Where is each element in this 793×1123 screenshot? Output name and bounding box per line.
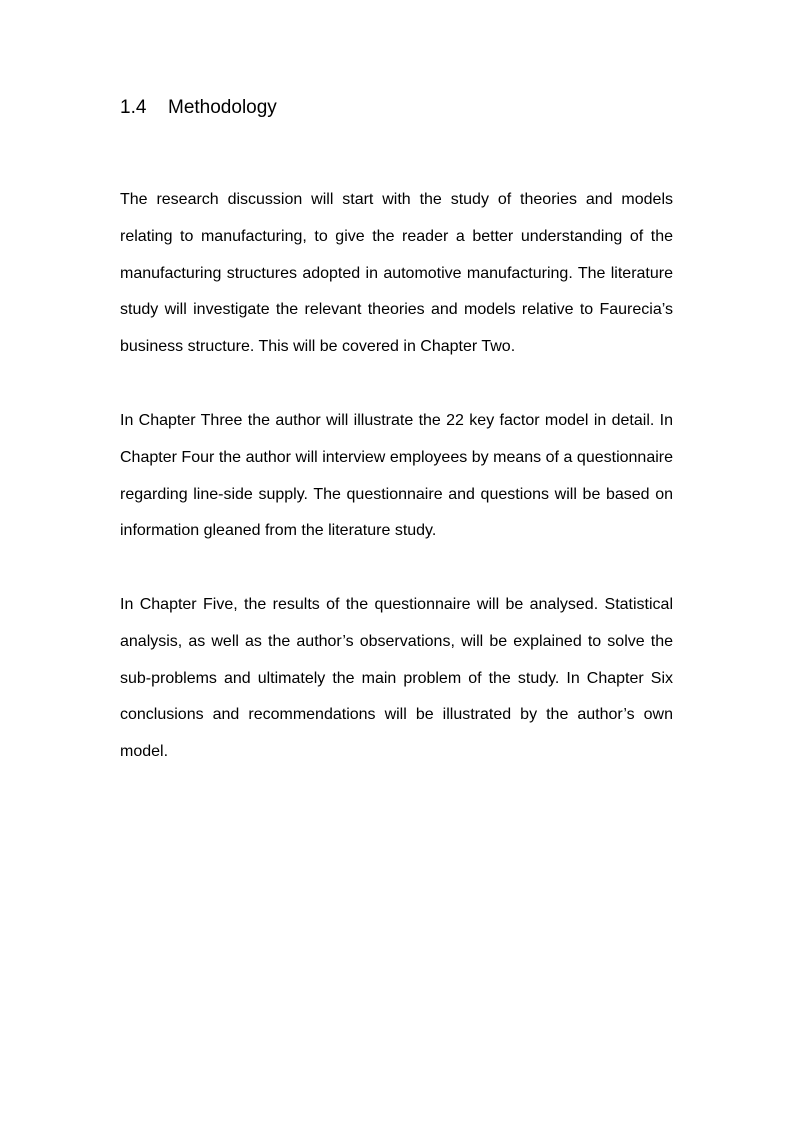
paragraph-1: The research discussion will start with the study of theories and models relating to manufacturing, to give the reader a better understanding of the manufacturing structures adopted in automotive manufacturing. The literature study will investigate the relevant theories and models relative to Faurecia’s business structure. This will be covered in Chapter Two.	[120, 191, 673, 356]
section-title: Methodology	[168, 97, 277, 118]
paragraph-2: In Chapter Three the author will illustrate the 22 key factor model in detail. In Chapter Four the author will interview employees by means of a questionnaire regarding line-side supply. The questionnaire and questions will be based on information gleaned from the literature study.	[120, 412, 673, 540]
section-number: 1.4	[120, 97, 147, 118]
paragraph-3: In Chapter Five, the results of the questionnaire will be analysed. Statistical analysis, as well as the author’s observations, will be explained to solve the sub-problems and ultimately the main problem of the study. In Chapter Six conclusions and recommendations will be illustrated by the author’s own model.	[120, 596, 673, 761]
section-heading	[120, 96, 277, 120]
